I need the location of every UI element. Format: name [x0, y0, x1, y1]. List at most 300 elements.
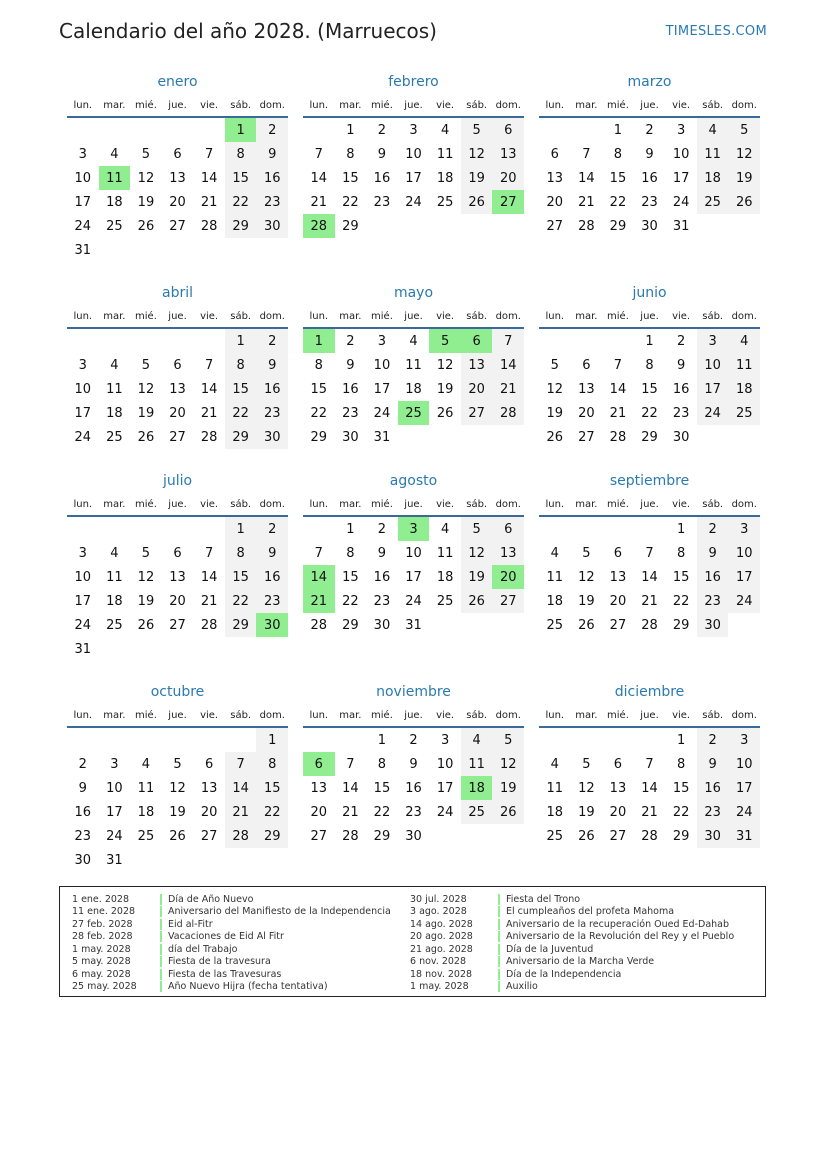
- day-cell[interactable]: 11: [697, 142, 729, 166]
- day-cell[interactable]: 23: [373, 194, 391, 210]
- day-cell[interactable]: 4: [440, 122, 450, 138]
- day-cell[interactable]: 27: [200, 828, 218, 844]
- day-cell[interactable]: 27: [169, 429, 186, 445]
- day-cell[interactable]: 8: [225, 353, 257, 377]
- day-cell[interactable]: 19: [461, 166, 493, 190]
- day-cell[interactable]: 12: [492, 752, 524, 776]
- day-cell[interactable]: 9: [377, 146, 387, 162]
- day-cell[interactable]: 23: [256, 190, 288, 214]
- day-cell[interactable]: 10: [728, 541, 760, 565]
- day-cell[interactable]: 22: [641, 405, 658, 421]
- day-cell[interactable]: 19: [169, 804, 186, 820]
- day-cell[interactable]: 23: [256, 589, 288, 613]
- day-cell[interactable]: 1: [676, 521, 686, 537]
- day-cell[interactable]: 20: [461, 377, 493, 401]
- day-cell[interactable]: 28: [492, 401, 524, 425]
- day-cell[interactable]: 7: [204, 545, 214, 561]
- day-cell[interactable]: 10: [74, 569, 92, 585]
- day-cell[interactable]: 5: [173, 756, 182, 772]
- day-cell[interactable]: 30: [342, 429, 359, 445]
- day-cell[interactable]: 26: [546, 429, 564, 445]
- day-cell[interactable]: 6: [613, 756, 623, 772]
- day-cell[interactable]: 3: [78, 545, 87, 561]
- day-cell[interactable]: 6: [492, 517, 524, 541]
- day-cell[interactable]: 29: [373, 828, 391, 844]
- day-cell[interactable]: 12: [137, 170, 155, 186]
- day-cell[interactable]: 22: [225, 190, 257, 214]
- day-cell[interactable]: 29: [256, 824, 288, 848]
- day-cell[interactable]: 20: [492, 565, 524, 589]
- day-cell[interactable]: 21: [303, 589, 335, 613]
- day-cell[interactable]: 5: [728, 118, 760, 142]
- day-cell[interactable]: 27: [546, 218, 564, 234]
- day-cell[interactable]: 2: [78, 756, 87, 772]
- day-cell[interactable]: 19: [492, 776, 524, 800]
- day-cell[interactable]: 16: [342, 381, 359, 397]
- day-cell[interactable]: 15: [256, 776, 288, 800]
- day-cell[interactable]: 1: [346, 122, 355, 138]
- day-cell[interactable]: 28: [200, 429, 218, 445]
- day-cell[interactable]: 1: [346, 521, 355, 537]
- day-cell[interactable]: 17: [728, 776, 760, 800]
- day-cell[interactable]: 2: [377, 521, 387, 537]
- day-cell[interactable]: 20: [169, 593, 186, 609]
- day-cell[interactable]: 22: [342, 194, 359, 210]
- day-cell[interactable]: 2: [697, 728, 729, 752]
- day-cell[interactable]: 4: [110, 146, 119, 162]
- day-cell[interactable]: 23: [697, 589, 729, 613]
- day-cell[interactable]: 5: [582, 756, 591, 772]
- day-cell[interactable]: 21: [641, 593, 658, 609]
- day-cell[interactable]: 24: [697, 401, 729, 425]
- day-cell[interactable]: 8: [645, 357, 654, 373]
- day-cell[interactable]: 21: [492, 377, 524, 401]
- day-cell[interactable]: 27: [492, 589, 524, 613]
- day-cell[interactable]: 16: [256, 166, 288, 190]
- day-cell[interactable]: 19: [436, 381, 454, 397]
- day-cell[interactable]: 16: [697, 565, 729, 589]
- day-cell[interactable]: 20: [609, 593, 627, 609]
- day-cell[interactable]: 10: [728, 752, 760, 776]
- day-cell[interactable]: 4: [110, 357, 119, 373]
- day-cell[interactable]: 27: [169, 218, 186, 234]
- day-cell[interactable]: 11: [106, 381, 123, 397]
- day-cell[interactable]: 11: [99, 166, 131, 190]
- day-cell[interactable]: 16: [672, 381, 690, 397]
- day-cell[interactable]: 13: [169, 569, 186, 585]
- day-cell[interactable]: 29: [225, 214, 257, 238]
- day-cell[interactable]: 30: [641, 218, 658, 234]
- day-cell[interactable]: 14: [578, 170, 595, 186]
- day-cell[interactable]: 5: [141, 357, 151, 373]
- day-cell[interactable]: 1: [377, 732, 387, 748]
- day-cell[interactable]: 31: [74, 641, 92, 657]
- day-cell[interactable]: 3: [440, 732, 450, 748]
- day-cell[interactable]: 8: [346, 545, 355, 561]
- day-cell[interactable]: 15: [672, 569, 690, 585]
- day-cell[interactable]: 8: [225, 541, 257, 565]
- day-cell[interactable]: 30: [256, 214, 288, 238]
- day-cell[interactable]: 10: [74, 170, 92, 186]
- day-cell[interactable]: 17: [106, 804, 123, 820]
- day-cell[interactable]: 8: [676, 545, 686, 561]
- day-cell[interactable]: 20: [310, 804, 328, 820]
- day-cell[interactable]: 12: [436, 357, 454, 373]
- day-cell[interactable]: 2: [645, 122, 654, 138]
- day-cell[interactable]: 23: [342, 405, 359, 421]
- day-cell[interactable]: 22: [609, 194, 627, 210]
- day-cell[interactable]: 16: [373, 170, 391, 186]
- day-cell[interactable]: 4: [409, 333, 418, 349]
- day-cell[interactable]: 15: [373, 780, 391, 796]
- day-cell[interactable]: 10: [106, 780, 123, 796]
- day-cell[interactable]: 31: [672, 218, 690, 234]
- day-cell[interactable]: 17: [373, 381, 391, 397]
- day-cell[interactable]: 24: [405, 593, 422, 609]
- day-cell[interactable]: 29: [310, 429, 328, 445]
- day-cell[interactable]: 9: [346, 357, 355, 373]
- day-cell[interactable]: 6: [550, 146, 559, 162]
- day-cell[interactable]: 2: [409, 732, 418, 748]
- day-cell[interactable]: 3: [110, 756, 119, 772]
- day-cell[interactable]: 26: [578, 617, 595, 633]
- day-cell[interactable]: 18: [106, 593, 123, 609]
- day-cell[interactable]: 16: [641, 170, 658, 186]
- day-cell[interactable]: 20: [169, 405, 186, 421]
- day-cell[interactable]: 6: [173, 357, 182, 373]
- day-cell[interactable]: 9: [697, 752, 729, 776]
- day-cell[interactable]: 18: [436, 170, 454, 186]
- day-cell[interactable]: 12: [728, 142, 760, 166]
- day-cell[interactable]: 14: [200, 170, 218, 186]
- day-cell[interactable]: 17: [697, 377, 729, 401]
- day-cell[interactable]: 10: [697, 353, 729, 377]
- day-cell[interactable]: 15: [641, 381, 658, 397]
- day-cell[interactable]: 5: [461, 517, 493, 541]
- day-cell[interactable]: 25: [546, 617, 564, 633]
- day-cell[interactable]: 6: [173, 146, 182, 162]
- day-cell[interactable]: 28: [200, 617, 218, 633]
- day-cell[interactable]: 13: [578, 381, 595, 397]
- day-cell[interactable]: 4: [461, 728, 493, 752]
- day-cell[interactable]: 7: [204, 357, 214, 373]
- day-cell[interactable]: 15: [310, 381, 328, 397]
- day-cell[interactable]: 7: [204, 146, 214, 162]
- day-cell[interactable]: 26: [169, 828, 186, 844]
- day-cell[interactable]: 12: [578, 569, 595, 585]
- day-cell[interactable]: 23: [405, 804, 422, 820]
- day-cell[interactable]: 28: [342, 828, 359, 844]
- day-cell[interactable]: 9: [256, 353, 288, 377]
- site-link[interactable]: TIMESLES.COM: [665, 24, 767, 39]
- day-cell[interactable]: 17: [74, 194, 92, 210]
- day-cell[interactable]: 20: [169, 194, 186, 210]
- day-cell[interactable]: 27: [169, 617, 186, 633]
- day-cell[interactable]: 20: [492, 166, 524, 190]
- day-cell[interactable]: 5: [492, 728, 524, 752]
- day-cell[interactable]: 8: [225, 142, 257, 166]
- day-cell[interactable]: 12: [546, 381, 564, 397]
- day-cell[interactable]: 11: [137, 780, 155, 796]
- day-cell[interactable]: 22: [225, 589, 257, 613]
- day-cell[interactable]: 2: [676, 333, 686, 349]
- day-cell[interactable]: 28: [200, 218, 218, 234]
- day-cell[interactable]: 7: [314, 545, 323, 561]
- day-cell[interactable]: 11: [106, 569, 123, 585]
- day-cell[interactable]: 12: [461, 541, 493, 565]
- day-cell[interactable]: 13: [492, 142, 524, 166]
- day-cell[interactable]: 6: [461, 329, 493, 353]
- day-cell[interactable]: 23: [373, 593, 391, 609]
- day-cell[interactable]: 29: [225, 613, 257, 637]
- day-cell[interactable]: 27: [609, 617, 627, 633]
- day-cell[interactable]: 23: [672, 405, 690, 421]
- day-cell[interactable]: 29: [672, 828, 690, 844]
- day-cell[interactable]: 29: [342, 617, 359, 633]
- day-cell[interactable]: 23: [256, 401, 288, 425]
- day-cell[interactable]: 8: [676, 756, 686, 772]
- day-cell[interactable]: 5: [429, 329, 461, 353]
- day-cell[interactable]: 27: [310, 828, 328, 844]
- day-cell[interactable]: 13: [492, 541, 524, 565]
- day-cell[interactable]: 13: [609, 569, 627, 585]
- day-cell[interactable]: 25: [106, 617, 123, 633]
- day-cell[interactable]: 5: [141, 146, 151, 162]
- day-cell[interactable]: 15: [342, 569, 359, 585]
- day-cell[interactable]: 22: [256, 800, 288, 824]
- day-cell[interactable]: 4: [550, 545, 559, 561]
- day-cell[interactable]: 1: [303, 329, 335, 353]
- day-cell[interactable]: 13: [461, 353, 493, 377]
- day-cell[interactable]: 5: [550, 357, 559, 373]
- day-cell[interactable]: 30: [672, 429, 690, 445]
- day-cell[interactable]: 21: [609, 405, 627, 421]
- day-cell[interactable]: 7: [492, 329, 524, 353]
- day-cell[interactable]: 6: [613, 545, 623, 561]
- day-cell[interactable]: 16: [256, 377, 288, 401]
- day-cell[interactable]: 17: [728, 565, 760, 589]
- day-cell[interactable]: 9: [697, 541, 729, 565]
- day-cell[interactable]: 28: [225, 824, 257, 848]
- day-cell[interactable]: 19: [137, 194, 155, 210]
- day-cell[interactable]: 11: [436, 545, 454, 561]
- day-cell[interactable]: 25: [436, 593, 454, 609]
- day-cell[interactable]: 2: [377, 122, 387, 138]
- day-cell[interactable]: 26: [578, 828, 595, 844]
- day-cell[interactable]: 1: [225, 118, 257, 142]
- day-cell[interactable]: 1: [225, 517, 257, 541]
- day-cell[interactable]: 31: [405, 617, 422, 633]
- day-cell[interactable]: 24: [74, 429, 92, 445]
- day-cell[interactable]: 25: [106, 429, 123, 445]
- day-cell[interactable]: 19: [578, 593, 595, 609]
- day-cell[interactable]: 22: [373, 804, 391, 820]
- day-cell[interactable]: 21: [641, 804, 658, 820]
- day-cell[interactable]: 15: [342, 170, 359, 186]
- day-cell[interactable]: 31: [74, 242, 92, 258]
- day-cell[interactable]: 17: [405, 569, 422, 585]
- day-cell[interactable]: 1: [613, 122, 623, 138]
- day-cell[interactable]: 4: [550, 756, 559, 772]
- day-cell[interactable]: 11: [436, 146, 454, 162]
- day-cell[interactable]: 26: [728, 190, 760, 214]
- day-cell[interactable]: 16: [373, 569, 391, 585]
- day-cell[interactable]: 15: [225, 377, 257, 401]
- day-cell[interactable]: 6: [492, 118, 524, 142]
- day-cell[interactable]: 25: [398, 401, 430, 425]
- day-cell[interactable]: 12: [137, 569, 155, 585]
- day-cell[interactable]: 6: [204, 756, 214, 772]
- day-cell[interactable]: 31: [373, 429, 391, 445]
- day-cell[interactable]: 2: [256, 118, 288, 142]
- day-cell[interactable]: 9: [645, 146, 654, 162]
- day-cell[interactable]: 19: [461, 565, 493, 589]
- day-cell[interactable]: 21: [578, 194, 595, 210]
- day-cell[interactable]: 14: [641, 569, 658, 585]
- day-cell[interactable]: 14: [492, 353, 524, 377]
- day-cell[interactable]: 4: [440, 521, 450, 537]
- day-cell[interactable]: 3: [398, 517, 430, 541]
- day-cell[interactable]: 9: [377, 545, 387, 561]
- day-cell[interactable]: 8: [346, 146, 355, 162]
- day-cell[interactable]: 6: [173, 545, 182, 561]
- day-cell[interactable]: 6: [303, 752, 335, 776]
- day-cell[interactable]: 21: [200, 194, 218, 210]
- day-cell[interactable]: 19: [578, 804, 595, 820]
- day-cell[interactable]: 29: [641, 429, 658, 445]
- day-cell[interactable]: 18: [697, 166, 729, 190]
- day-cell[interactable]: 22: [672, 593, 690, 609]
- day-cell[interactable]: 17: [672, 170, 690, 186]
- day-cell[interactable]: 13: [546, 170, 564, 186]
- day-cell[interactable]: 22: [310, 405, 328, 421]
- day-cell[interactable]: 12: [578, 780, 595, 796]
- day-cell[interactable]: 9: [256, 541, 288, 565]
- day-cell[interactable]: 26: [137, 617, 155, 633]
- day-cell[interactable]: 28: [578, 218, 595, 234]
- day-cell[interactable]: 25: [546, 828, 564, 844]
- day-cell[interactable]: 22: [225, 401, 257, 425]
- day-cell[interactable]: 28: [609, 429, 627, 445]
- day-cell[interactable]: 11: [405, 357, 422, 373]
- day-cell[interactable]: 11: [728, 353, 760, 377]
- day-cell[interactable]: 10: [436, 756, 454, 772]
- day-cell[interactable]: 26: [461, 589, 493, 613]
- day-cell[interactable]: 28: [303, 214, 335, 238]
- day-cell[interactable]: 6: [582, 357, 591, 373]
- day-cell[interactable]: 20: [609, 804, 627, 820]
- day-cell[interactable]: 3: [78, 357, 87, 373]
- day-cell[interactable]: 7: [645, 756, 654, 772]
- day-cell[interactable]: 11: [546, 569, 564, 585]
- day-cell[interactable]: 26: [137, 429, 155, 445]
- day-cell[interactable]: 18: [546, 804, 564, 820]
- day-cell[interactable]: 28: [310, 617, 328, 633]
- day-cell[interactable]: 20: [578, 405, 595, 421]
- day-cell[interactable]: 18: [728, 377, 760, 401]
- day-cell[interactable]: 18: [546, 593, 564, 609]
- day-cell[interactable]: 28: [641, 828, 658, 844]
- day-cell[interactable]: 25: [697, 190, 729, 214]
- day-cell[interactable]: 18: [436, 569, 454, 585]
- day-cell[interactable]: 5: [141, 545, 151, 561]
- day-cell[interactable]: 7: [314, 146, 323, 162]
- day-cell[interactable]: 22: [342, 593, 359, 609]
- day-cell[interactable]: 30: [697, 613, 729, 637]
- day-cell[interactable]: 18: [106, 194, 123, 210]
- day-cell[interactable]: 27: [461, 401, 493, 425]
- day-cell[interactable]: 11: [461, 752, 493, 776]
- day-cell[interactable]: 17: [405, 170, 422, 186]
- day-cell[interactable]: 23: [641, 194, 658, 210]
- day-cell[interactable]: 5: [461, 118, 493, 142]
- day-cell[interactable]: 12: [169, 780, 186, 796]
- day-cell[interactable]: 14: [200, 569, 218, 585]
- day-cell[interactable]: 29: [225, 425, 257, 449]
- day-cell[interactable]: 18: [405, 381, 422, 397]
- day-cell[interactable]: 26: [436, 405, 454, 421]
- day-cell[interactable]: 30: [256, 425, 288, 449]
- day-cell[interactable]: 29: [342, 218, 359, 234]
- day-cell[interactable]: 26: [492, 800, 524, 824]
- day-cell[interactable]: 4: [728, 329, 760, 353]
- day-cell[interactable]: 3: [697, 329, 729, 353]
- day-cell[interactable]: 16: [256, 565, 288, 589]
- day-cell[interactable]: 24: [373, 405, 391, 421]
- day-cell[interactable]: 3: [78, 146, 87, 162]
- day-cell[interactable]: 26: [461, 190, 493, 214]
- day-cell[interactable]: 22: [672, 804, 690, 820]
- day-cell[interactable]: 23: [697, 800, 729, 824]
- day-cell[interactable]: 2: [697, 517, 729, 541]
- day-cell[interactable]: 10: [373, 357, 391, 373]
- day-cell[interactable]: 8: [314, 357, 323, 373]
- day-cell[interactable]: 14: [225, 776, 257, 800]
- day-cell[interactable]: 8: [613, 146, 623, 162]
- day-cell[interactable]: 2: [346, 333, 355, 349]
- day-cell[interactable]: 7: [346, 756, 355, 772]
- day-cell[interactable]: 9: [409, 756, 418, 772]
- day-cell[interactable]: 27: [492, 190, 524, 214]
- day-cell[interactable]: 10: [672, 146, 690, 162]
- day-cell[interactable]: 19: [137, 405, 155, 421]
- day-cell[interactable]: 30: [405, 828, 422, 844]
- day-cell[interactable]: 21: [225, 800, 257, 824]
- day-cell[interactable]: 24: [436, 804, 454, 820]
- day-cell[interactable]: 14: [310, 170, 328, 186]
- day-cell[interactable]: 1: [225, 329, 257, 353]
- day-cell[interactable]: 21: [200, 405, 218, 421]
- day-cell[interactable]: 12: [461, 142, 493, 166]
- day-cell[interactable]: 27: [578, 429, 595, 445]
- day-cell[interactable]: 24: [728, 589, 760, 613]
- day-cell[interactable]: 1: [645, 333, 654, 349]
- day-cell[interactable]: 13: [169, 381, 186, 397]
- day-cell[interactable]: 29: [672, 617, 690, 633]
- day-cell[interactable]: 11: [546, 780, 564, 796]
- day-cell[interactable]: 26: [137, 218, 155, 234]
- day-cell[interactable]: 29: [609, 218, 627, 234]
- day-cell[interactable]: 17: [74, 593, 92, 609]
- day-cell[interactable]: 25: [461, 800, 493, 824]
- day-cell[interactable]: 24: [405, 194, 422, 210]
- day-cell[interactable]: 9: [676, 357, 686, 373]
- day-cell[interactable]: 28: [641, 617, 658, 633]
- day-cell[interactable]: 16: [405, 780, 422, 796]
- day-cell[interactable]: 21: [342, 804, 359, 820]
- day-cell[interactable]: 24: [106, 828, 123, 844]
- day-cell[interactable]: 13: [609, 780, 627, 796]
